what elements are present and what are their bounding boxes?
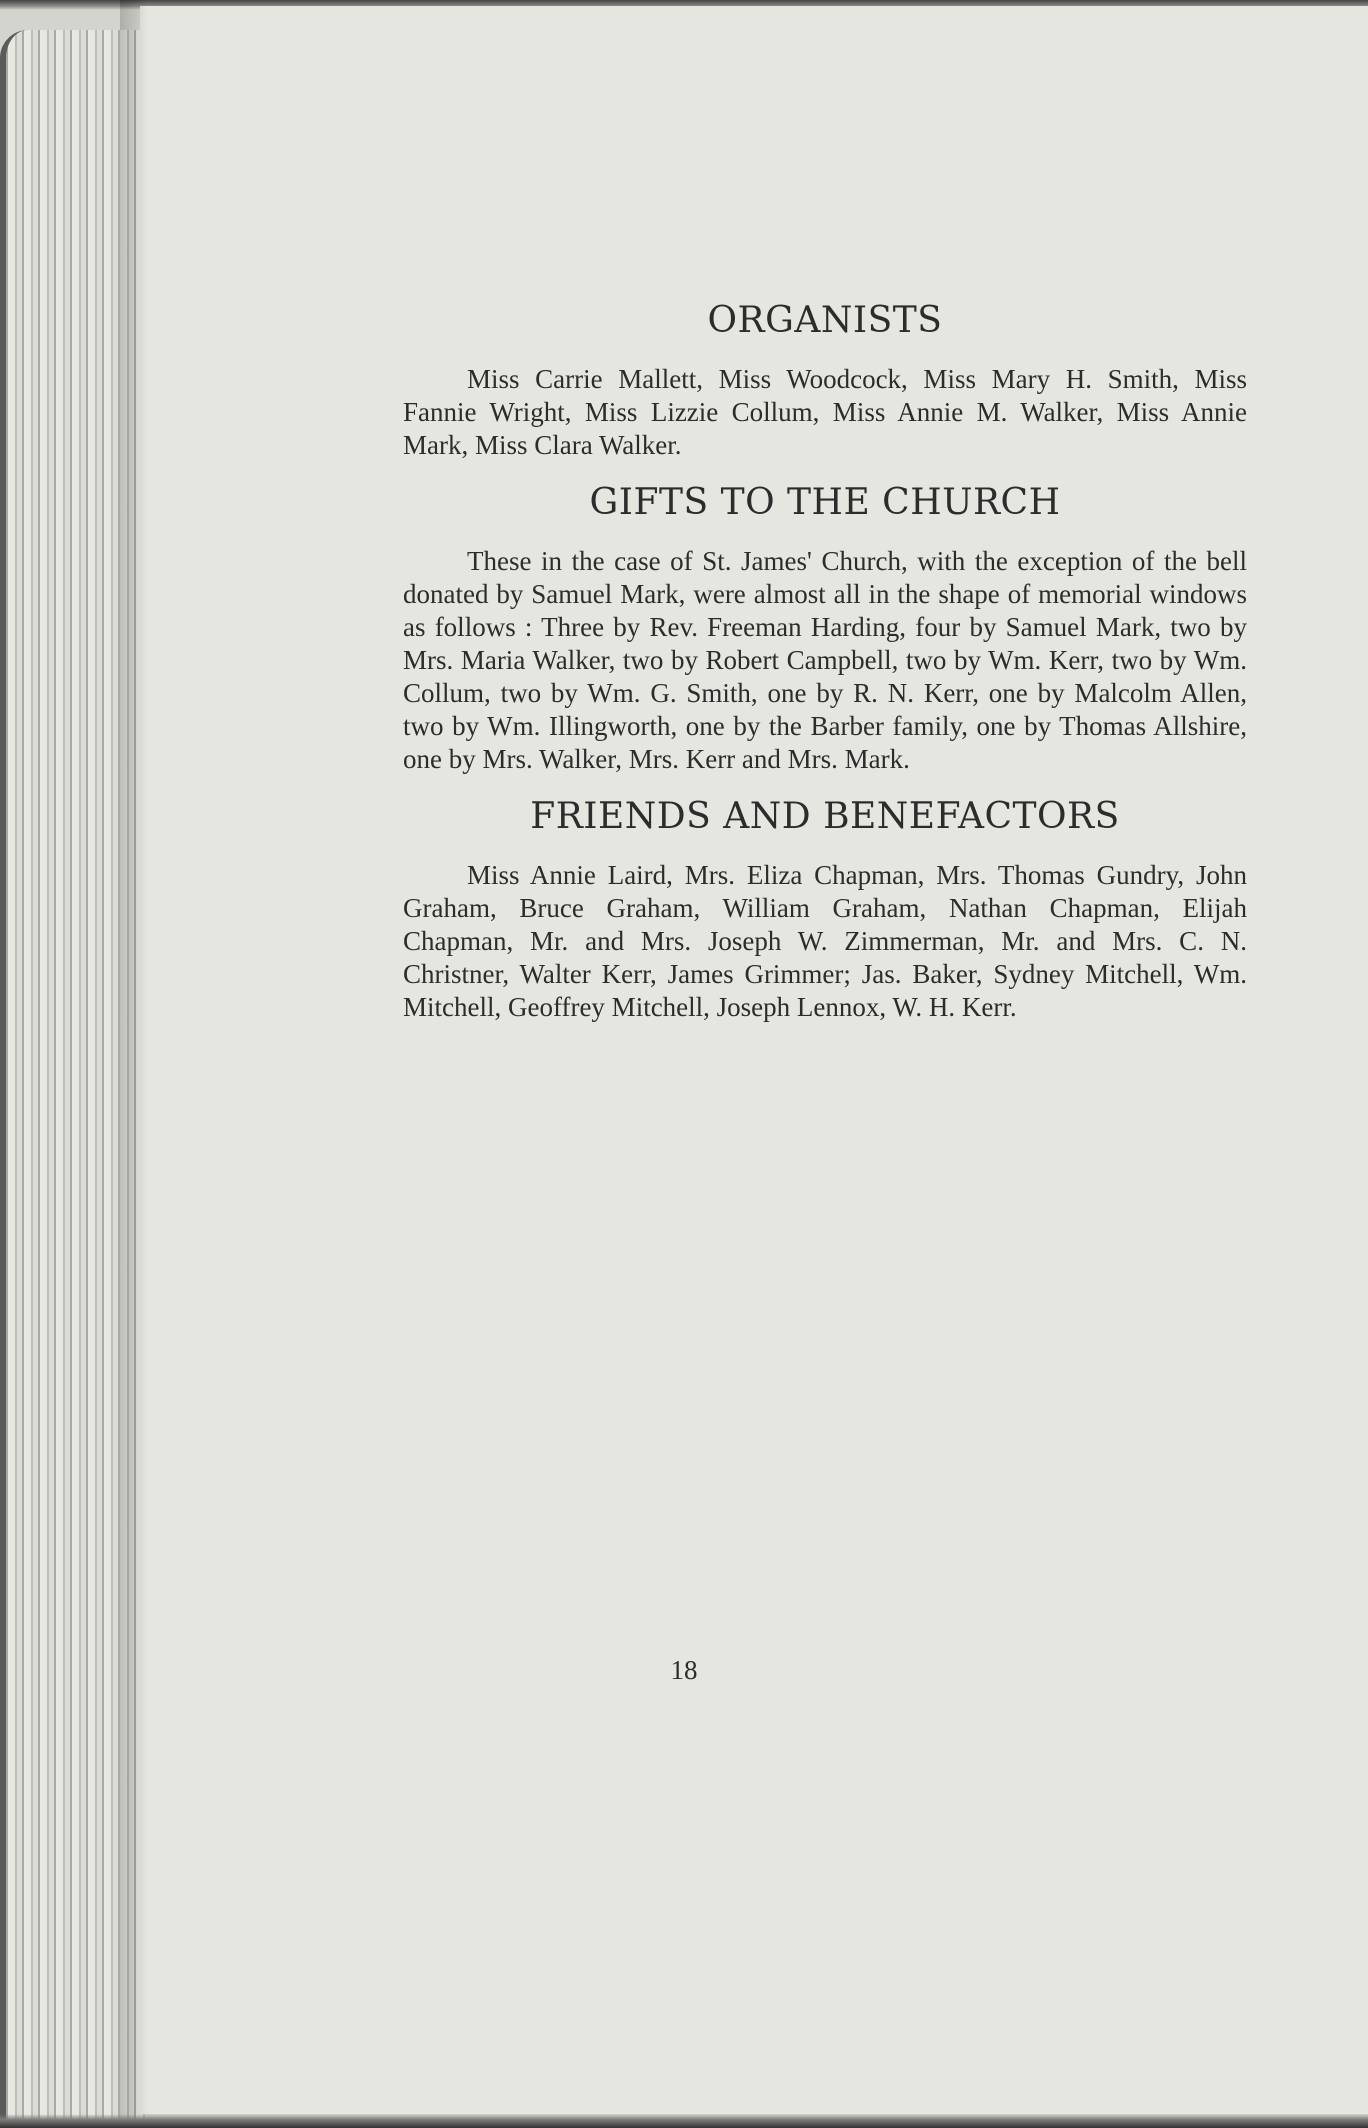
benefactors-paragraph: Miss Annie Laird, Mrs. Eliza Chapman, Mrs. Thomas Gundry, John Graham, Bruce Graham, William Graham, Nathan Chapman, Elijah Chapman, Mr. and Mrs. Joseph W. Zimmerman, Mr. and Mrs. C. N. Christner, Walter Kerr, James Grimmer; Jas. Baker, Sydney Mitchell, Wm. Mitchell, Geoffrey Mitchell, Joseph Lennox, W. H. Kerr. <box>403 860 1247 1022</box>
page-number: 18 <box>670 1655 698 1685</box>
heading-friends-and-benefactors: FRIENDS AND BENEFACTORS <box>530 796 1120 837</box>
heading-gifts-to-the-church: GIFTS TO THE CHURCH <box>589 482 1061 523</box>
page-content <box>403 300 1247 1044</box>
heading-organists: ORGANISTS <box>707 300 943 341</box>
gifts-paragraph: These in the case of St. James' Church, with the exception of the bell donated by Samuel Mark, were almost all in the shape of memorial windows as follows : Three by Rev. Freeman Harding, four by Samuel Mark, two by Mrs. Maria Walker, two by Robert Campbell, two by Wm. Kerr, two by Wm. Collum, two by Wm. G. Smith, one by R. N. Kerr, one by Malcolm Allen, two by Wm. Illingworth, one by the Barber family, one by Thomas Allshire, one by Mrs. Walker, Mrs. Kerr and Mrs. Mark. <box>403 546 1247 774</box>
scan-bottom-border <box>0 2114 1368 2128</box>
organists-paragraph: Miss Carrie Mallett, Miss Woodcock, Miss Mary H. Smith, Miss Fannie Wright, Miss Lizzie Collum, Miss Annie M. Walker, Miss Annie Mark, Miss Clara Walker. <box>403 364 1247 460</box>
gutter-shadow <box>120 0 148 2128</box>
